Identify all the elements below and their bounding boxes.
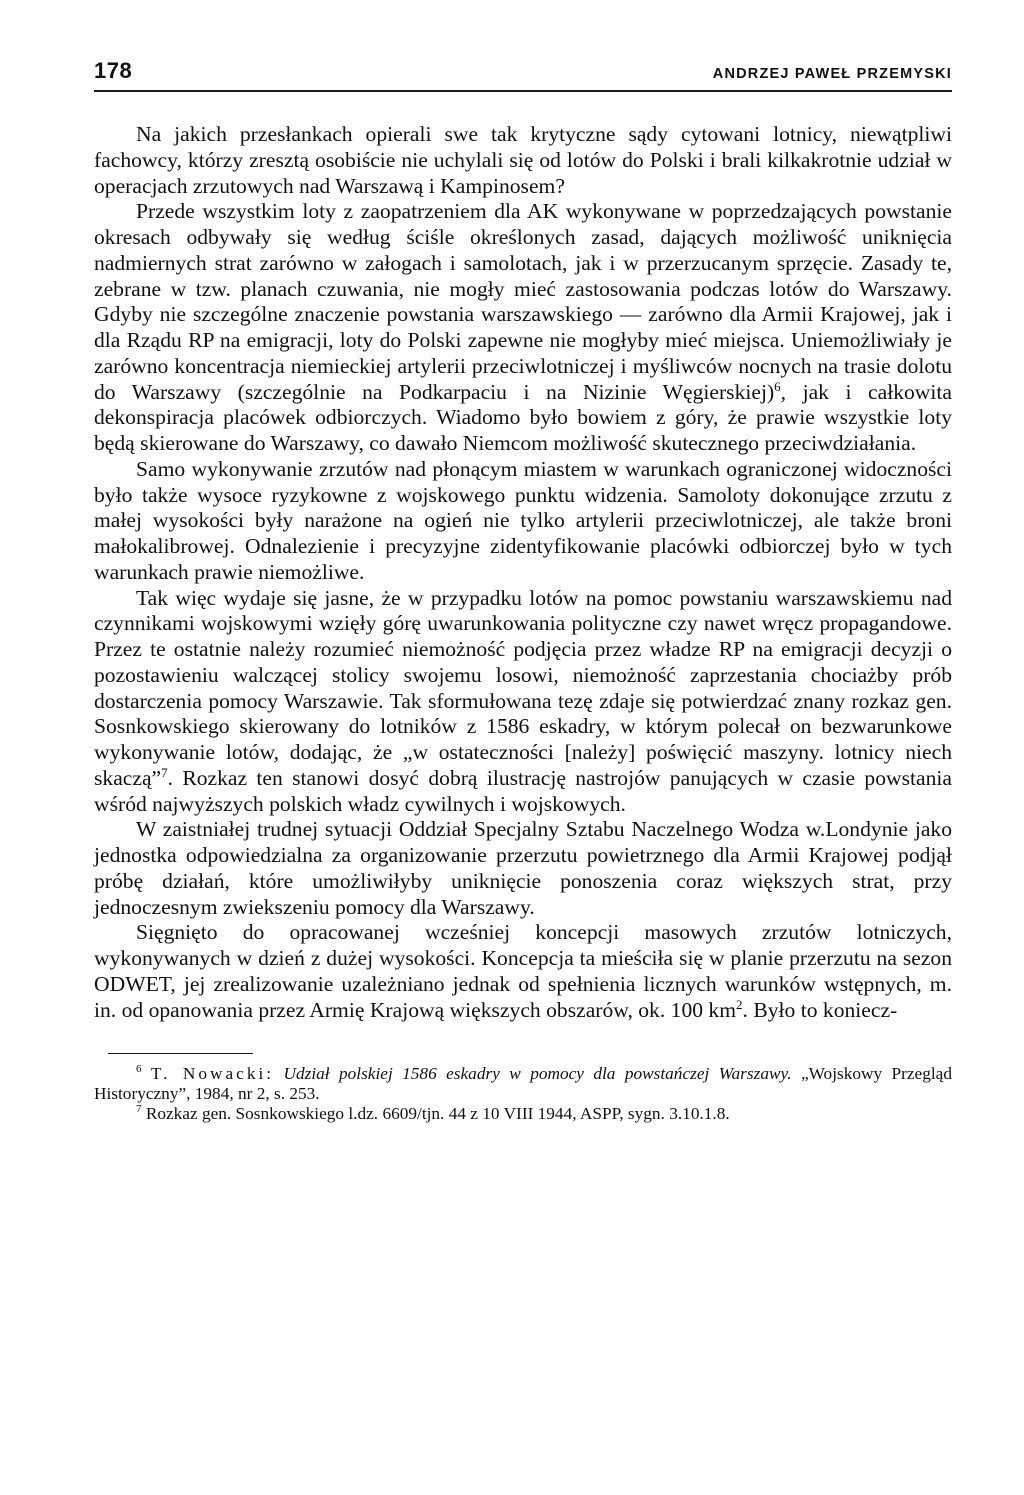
footnote-ref-7: 7	[161, 764, 168, 780]
paragraph-2-continuation: , jak i całkowita dekonspiracja placówek odbiorczych. Wiadomo było bowiem z góry, że prawie wszystkie loty będą skierowane do Warszawy, co dawało Niemcom możliwość skutecznego przeciwdziałania.	[94, 379, 952, 455]
footnote-ref-6: 6	[774, 378, 781, 394]
footnotes	[94, 1064, 952, 1123]
paragraph-4-text: Tak więc wydaje się jasne, że w przypadku lotów na pomoc powstaniu warszawskiemu nad czynnikami wojskowymi wzięły górę uwarunkowania polityczne czy nawet wręcz propagandowe. Przez te ostatnie należy rozumieć niemożność podjęcia przez władze RP na emigracji decyzji o pozostawieniu walczącej stolicy swojemu losowi, niemożność zaprzestania chociażby prób dostarczenia pomocy Warszawie. Tak sformułowana tezę zdaje się potwierdzać znany rozkaz gen. Sosnkowskiego skierowany do lotników z 1586 eskadry, w którym polecał on bezwarunkowe wykonywanie lotów, dodając, że „w ostateczności [należy] poświęcić maszyny. lotnicy niech skaczą”	[94, 585, 952, 790]
footnote-number: 7	[136, 1103, 142, 1116]
page-header	[94, 58, 952, 92]
paragraph-2	[94, 199, 952, 457]
footnote-author: T. Nowacki:	[150, 1064, 275, 1084]
page-number: 178	[94, 58, 133, 83]
paragraph-6-text: Sięgnięto do opracowanej wcześniej koncepcji masowych zrzutów lotniczych, wykonywanych w dzień z dużej wysokości. Koncepcja ta mieściła się w planie przerzutu na sezon ODWET, jej zrealizowanie uzależniano jednak od spełnienia licznych warunków wstępnych, m. in. od opanowania przez Armię Krajową większych obszarów, ok. 100 km	[94, 920, 952, 1022]
footnote-divider	[108, 1053, 253, 1054]
paragraph-5: W zaistniałej trudnej sytuacji Oddział Specjalny Sztabu Naczelnego Wodza w.Londynie jako jednostka odpowiedzialna za organizowanie przerzutu powietrznego dla Armii Krajowej podjął próbę działań, które umożliwiłyby uniknięcie ponoszenia coraz większych strat, przy jednoczesnym zwiekszeniu pomocy dla Warszawy.	[94, 817, 952, 919]
footnote-6	[94, 1064, 952, 1104]
running-head: ANDRZEJ PAWEŁ PRZEMYSKI	[712, 66, 952, 82]
paragraph-6-continuation: . Było to koniecz-	[742, 997, 898, 1022]
footnote-number: 6	[136, 1063, 142, 1076]
book-page	[94, 58, 952, 1124]
footnote-7	[94, 1104, 952, 1124]
paragraph-1: Na jakich przesłankach opierali swe tak krytyczne sądy cytowani lotnicy, niewątpliwi fachowcy, którzy zresztą osobiście nie uchylali się od lotów do Polski i brali kilkakrotnie udział w operacjach zrzutowych nad Warszawą i Kampinosem?	[94, 122, 952, 198]
paragraph-2-text: Przede wszystkim loty z zaopatrzeniem dla AK wykonywane w poprzedzających powstanie okresach odbywały się według ściśle określonych zasad, dających możliwość uniknięcia nadmiernych strat zarówno w załogach i samolotach, jak i w przerzucanym sprzęcie. Zasady te, zebrane w tzw. planach czuwania, nie mogły mieć zastosowania podczas lotów do Warszawy. Gdyby nie szczególne znaczenie powstania warszawskiego — zarówno dla Armii Krajowej, jak i dla Rządu RP na emigracji, loty do Polski zapewne nie mogłyby mieć miejsca. Uniemożliwiały je zarówno koncentracja niemieckiej artylerii przeciwlotniczej i myśliwców nocnych na trasie dolotu do Warszawy (szczególnie na Podkarpaciu i na Nizinie Węgierskiej)	[94, 199, 952, 404]
footnote-title: Udział polskiej 1586 eskadry w pomocy dla powstańczej Warszawy.	[283, 1064, 792, 1084]
footnote-source: Rozkaz gen. Sosnkowskiego l.dz. 6609/tjn. 44 z 10 VIII 1944, ASPP, sygn. 3.10.1.8.	[145, 1103, 730, 1123]
paragraph-4-continuation: . Rozkaz ten stanowi dosyć dobrą ilustrację nastrojów panujących w czasie powstania wśród najwyższych polskich władz cywilnych i wojskowych.	[94, 765, 952, 816]
body-text	[94, 122, 952, 1023]
paragraph-4	[94, 586, 952, 818]
paragraph-3: Samo wykonywanie zrzutów nad płonącym miastem w warunkach ograniczonej widoczności było także wysoce ryzykowne z wojskowego punktu widzenia. Samoloty dokonujące zrzutu z małej wysokości były narażone na ogień nie tylko artylerii przeciwlotniczej, ale także broni małokalibrowej. Odnalezienie i precyzyjne zidentyfikowanie placówki odbiorczej było w tych warunkach prawie niemożliwe.	[94, 456, 952, 584]
paragraph-6	[94, 920, 952, 1023]
footnote-source: „Wojskowy Przegląd Historyczny”, 1984, nr 2, s. 253.	[94, 1064, 952, 1104]
km-exponent: 2	[736, 996, 743, 1012]
